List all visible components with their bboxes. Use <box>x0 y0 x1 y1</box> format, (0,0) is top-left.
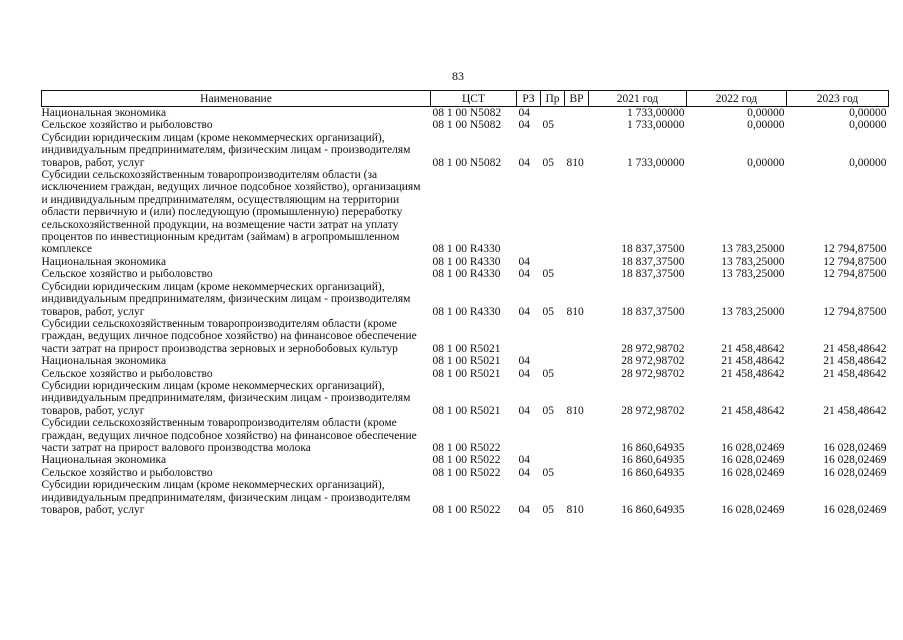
page-number: 83 <box>452 69 464 83</box>
row-rz: 04 <box>518 355 530 368</box>
row-rz: 04 <box>518 367 530 380</box>
row-pr: 05 <box>542 466 554 479</box>
row-sum-2021: 18 837,37500 <box>621 268 685 281</box>
row-sum-2021: 16 860,64935 <box>621 441 685 454</box>
row-rz: 04 <box>518 268 530 281</box>
column-header-2022: 2022 год <box>687 91 787 107</box>
row-sum-2021: 28 972,98702 <box>621 404 685 417</box>
row-sum-2022: 0,00000 <box>747 107 785 119</box>
row-name: Сельское хозяйство и рыболовство <box>41 466 213 479</box>
row-sum-2023: 16 028,02469 <box>823 504 887 516</box>
row-sum-2021: 18 837,37500 <box>621 243 685 256</box>
row-sum-2022: 13 783,25000 <box>721 305 785 318</box>
row-rz <box>517 318 541 355</box>
row-rz: 04 <box>518 255 530 268</box>
row-name: Национальная экономика <box>41 107 167 119</box>
row-cst: 08 1 00 R4330 <box>432 243 501 256</box>
table-row <box>42 368 889 380</box>
table-row <box>42 281 889 318</box>
row-rz: 04 <box>518 466 530 479</box>
row-vr <box>565 368 589 380</box>
row-cst: 08 1 00 N5082 <box>432 107 502 119</box>
row-vr <box>565 355 589 367</box>
row-pr: 05 <box>542 119 554 132</box>
row-sum-2023: 21 458,48642 <box>823 404 887 417</box>
row-vr <box>565 318 589 355</box>
table-row <box>42 454 889 466</box>
row-pr: 05 <box>542 404 554 417</box>
row-cst: 08 1 00 R5021 <box>432 367 501 380</box>
row-sum-2022: 13 783,25000 <box>721 243 785 256</box>
column-header-cst: ЦСТ <box>431 91 517 107</box>
table-body <box>42 107 889 517</box>
row-pr: 05 <box>542 156 554 169</box>
table-row <box>42 467 889 479</box>
row-rz: 04 <box>518 107 530 119</box>
row-sum-2022: 21 458,48642 <box>721 367 785 380</box>
table-row <box>42 169 889 256</box>
row-name: Субсидии юридическим лицам (кроме некоммерческих организаций), индивидуальным предпринимателям, физическим лицам - производителям товаров, работ, услуг <box>41 280 411 318</box>
row-sum-2022: 0,00000 <box>747 119 785 132</box>
row-sum-2023: 21 458,48642 <box>823 355 887 368</box>
row-sum-2023: 12 794,87500 <box>823 255 887 268</box>
table-row <box>42 268 889 280</box>
row-sum-2022: 13 783,25000 <box>721 268 785 281</box>
table-row <box>42 107 889 120</box>
row-rz <box>517 169 541 256</box>
row-pr <box>541 169 565 256</box>
row-sum-2021: 28 972,98702 <box>621 367 685 380</box>
row-rz: 04 <box>518 305 530 318</box>
row-vr <box>565 169 589 256</box>
row-name: Субсидии сельскохозяйственным товаропроизводителям области (за исключением граждан, ведущих личное подсобное хозяйство), организациям и индивидуальным предпринимателям, осуществляющим на территории области первичную и (или) последующую (промышленную) переработку сельскохозяйственной продукции, на возмещение части затрат на уплату процентов по инвестиционным кредитам (займам) в агропромышленном комплексе <box>41 169 421 256</box>
row-sum-2021: 1 733,00000 <box>627 107 685 119</box>
row-sum-2022: 21 458,48642 <box>721 355 785 368</box>
row-vr <box>565 256 589 268</box>
row-sum-2023: 16 028,02469 <box>823 441 887 454</box>
column-header-vr: ВР <box>565 91 589 107</box>
row-vr <box>565 454 589 466</box>
row-name: Субсидии сельскохозяйственным товаропроизводителям области (кроме граждан, ведущих личное подсобное хозяйство) на финансовое обеспечение части затрат на прирост валового производства молока <box>41 417 417 454</box>
row-sum-2021: 1 733,00000 <box>627 156 685 169</box>
row-name: Сельское хозяйство и рыболовство <box>41 268 213 281</box>
row-sum-2023: 12 794,87500 <box>823 268 887 281</box>
row-rz: 04 <box>518 504 530 516</box>
budget-table <box>41 90 889 516</box>
row-sum-2023: 0,00000 <box>849 119 887 132</box>
table-row <box>42 318 889 355</box>
row-pr: 05 <box>542 268 554 281</box>
row-sum-2023: 0,00000 <box>849 107 887 119</box>
row-cst: 08 1 00 R4330 <box>432 255 501 268</box>
row-name: Субсидии юридическим лицам (кроме некоммерческих организаций), индивидуальным предпринимателям, физическим лицам - производителям товаров, работ, услуг <box>41 379 411 417</box>
column-header-2021: 2021 год <box>589 91 687 107</box>
row-vr <box>565 268 589 280</box>
column-header-2023: 2023 год <box>787 91 889 107</box>
table-row <box>42 417 889 454</box>
row-name: Национальная экономика <box>41 255 167 268</box>
row-vr: 810 <box>566 404 584 417</box>
row-sum-2021: 1 733,00000 <box>627 119 685 132</box>
row-sum-2022: 21 458,48642 <box>721 404 785 417</box>
row-pr <box>541 107 565 120</box>
row-sum-2021: 16 860,64935 <box>621 504 685 516</box>
row-cst: 08 1 00 N5082 <box>432 156 502 169</box>
row-cst: 08 1 00 R5022 <box>432 466 501 479</box>
row-sum-2023: 16 028,02469 <box>823 466 887 479</box>
row-rz: 04 <box>518 404 530 417</box>
row-name: Национальная экономика <box>41 454 167 467</box>
row-cst: 08 1 00 N5082 <box>432 119 502 132</box>
row-cst: 08 1 00 R4330 <box>432 305 501 318</box>
row-vr <box>565 467 589 479</box>
row-cst: 08 1 00 R4330 <box>432 268 501 281</box>
row-sum-2021: 16 860,64935 <box>621 466 685 479</box>
row-pr <box>541 355 565 367</box>
column-header-pr: Пр <box>541 91 565 107</box>
row-vr <box>565 119 589 131</box>
row-pr: 05 <box>542 367 554 380</box>
table-row <box>42 119 889 131</box>
row-vr: 810 <box>566 156 584 169</box>
row-sum-2022: 16 028,02469 <box>721 466 785 479</box>
row-rz: 04 <box>518 156 530 169</box>
table-header-row <box>42 91 889 107</box>
row-sum-2022: 21 458,48642 <box>721 342 785 355</box>
row-cst: 08 1 00 R5022 <box>432 504 501 516</box>
row-sum-2023: 0,00000 <box>849 156 887 169</box>
row-pr <box>541 454 565 466</box>
row-sum-2022: 13 783,25000 <box>721 255 785 268</box>
table-row <box>42 256 889 268</box>
row-pr: 05 <box>542 504 554 516</box>
row-rz: 04 <box>518 454 530 467</box>
column-header-name: Наименование <box>42 91 431 107</box>
row-cst: 08 1 00 R5022 <box>432 454 501 467</box>
row-name: Субсидии юридическим лицам (кроме некоммерческих организаций), индивидуальным предпринимателям, физическим лицам - производителям товаров, работ, услуг <box>41 131 411 169</box>
row-sum-2023: 16 028,02469 <box>823 454 887 467</box>
column-header-rz: РЗ <box>517 91 541 107</box>
row-sum-2022: 16 028,02469 <box>721 504 785 516</box>
row-sum-2023: 21 458,48642 <box>823 367 887 380</box>
row-sum-2021: 28 972,98702 <box>621 342 685 355</box>
row-vr <box>565 417 589 454</box>
row-sum-2023: 12 794,87500 <box>823 243 887 256</box>
row-pr <box>541 256 565 268</box>
row-rz <box>517 417 541 454</box>
row-vr <box>565 107 589 120</box>
row-cst: 08 1 00 R5022 <box>432 441 501 454</box>
row-pr: 05 <box>542 305 554 318</box>
row-name: Субсидии юридическим лицам (кроме некоммерческих организаций), индивидуальным предпринимателям, физическим лицам - производителям товаров, работ, услуг <box>41 479 411 516</box>
row-cst: 08 1 00 R5021 <box>432 355 501 368</box>
row-cst: 08 1 00 R5021 <box>432 404 501 417</box>
row-name: Субсидии сельскохозяйственным товаропроизводителям области (кроме граждан, ведущих личное подсобное хозяйство) на финансовое обеспечение части затрат на прирост производства зерновых и зернобобовых культур <box>41 317 417 355</box>
table-row <box>42 479 889 516</box>
row-sum-2022: 0,00000 <box>747 156 785 169</box>
row-vr: 810 <box>566 305 584 318</box>
table-row <box>42 380 889 417</box>
row-name: Сельское хозяйство и рыболовство <box>41 119 213 132</box>
row-pr <box>541 417 565 454</box>
row-sum-2021: 28 972,98702 <box>621 355 685 368</box>
row-sum-2021: 18 837,37500 <box>621 255 685 268</box>
row-vr: 810 <box>566 504 584 516</box>
row-sum-2023: 21 458,48642 <box>823 342 887 355</box>
row-sum-2023: 12 794,87500 <box>823 305 887 318</box>
table-row <box>42 355 889 367</box>
row-sum-2022: 16 028,02469 <box>721 441 785 454</box>
row-rz: 04 <box>518 119 530 132</box>
row-sum-2022: 16 028,02469 <box>721 454 785 467</box>
row-pr <box>541 318 565 355</box>
table-row <box>42 132 889 169</box>
row-cst: 08 1 00 R5021 <box>432 342 501 355</box>
row-name: Национальная экономика <box>41 355 167 368</box>
row-sum-2021: 16 860,64935 <box>621 454 685 467</box>
row-name: Сельское хозяйство и рыболовство <box>41 367 213 380</box>
row-sum-2021: 18 837,37500 <box>621 305 685 318</box>
